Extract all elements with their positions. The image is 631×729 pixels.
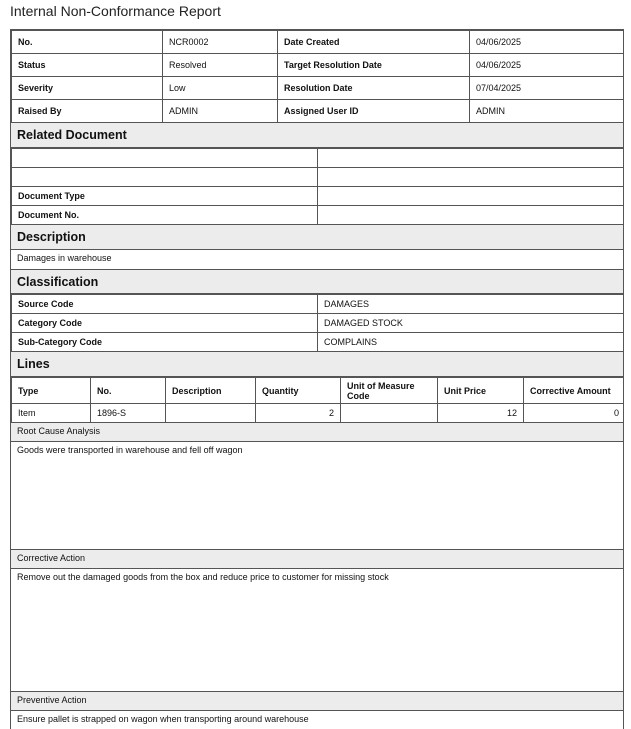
- raised-by-value: ADMIN: [163, 100, 278, 123]
- no-label: No.: [12, 31, 163, 54]
- no-value: NCR0002: [163, 31, 278, 54]
- document-type-label: Document Type: [12, 187, 318, 206]
- target-resolution-date-value: 04/06/2025: [470, 54, 625, 77]
- header-table: [11, 30, 624, 123]
- status-label: Status: [12, 54, 163, 77]
- category-code-value: DAMAGED STOCK: [318, 314, 625, 333]
- resolution-date-value: 07/04/2025: [470, 77, 625, 100]
- assigned-user-label: Assigned User ID: [278, 100, 470, 123]
- classification-heading: Classification: [11, 270, 623, 294]
- source-code-value: DAMAGES: [318, 295, 625, 314]
- header-row-no: [12, 31, 625, 54]
- document-no-value: [318, 206, 625, 225]
- raised-by-label: Raised By: [12, 100, 163, 123]
- source-code-label: Source Code: [12, 295, 318, 314]
- line-corrective-amount: 0: [524, 404, 625, 423]
- sub-category-code-label: Sub-Category Code: [12, 333, 318, 352]
- severity-label: Severity: [12, 77, 163, 100]
- related-empty-cell: [12, 149, 318, 168]
- classification-table: [11, 294, 624, 352]
- assigned-user-value: ADMIN: [470, 100, 625, 123]
- target-resolution-date-label: Target Resolution Date: [278, 54, 470, 77]
- line-quantity: 2: [256, 404, 341, 423]
- col-corrective-amount: Corrective Amount: [524, 378, 625, 404]
- category-code-label: Category Code: [12, 314, 318, 333]
- col-unit-price: Unit Price: [438, 378, 524, 404]
- related-document-table: [11, 148, 624, 225]
- line-description: [166, 404, 256, 423]
- date-created-label: Date Created: [278, 31, 470, 54]
- related-empty-cell: [318, 149, 625, 168]
- corrective-action-text: Remove out the damaged goods from the box and reduce price to customer for missing stock: [11, 569, 623, 692]
- header-row-severity: [12, 77, 625, 100]
- lines-table: [11, 377, 624, 423]
- line-unit-price: 12: [438, 404, 524, 423]
- header-row-status: [12, 54, 625, 77]
- description-text: Damages in warehouse: [11, 250, 623, 270]
- root-cause-text: Goods were transported in warehouse and fell off wagon: [11, 442, 623, 550]
- related-document-heading: Related Document: [11, 123, 623, 148]
- col-uom: Unit of Measure Code: [341, 378, 438, 404]
- report-title: Internal Non-Conformance Report: [10, 3, 221, 19]
- preventive-action-text: Ensure pallet is strapped on wagon when transporting around warehouse: [17, 714, 309, 724]
- col-type: Type: [12, 378, 91, 404]
- col-no: No.: [91, 378, 166, 404]
- document-no-label: Document No.: [12, 206, 318, 225]
- line-no: 1896-S: [91, 404, 166, 423]
- date-created-value: 04/06/2025: [470, 31, 625, 54]
- preventive-action-label: Preventive Action: [11, 692, 623, 711]
- lines-header-row: [12, 378, 625, 404]
- col-description: Description: [166, 378, 256, 404]
- severity-value: Low: [163, 77, 278, 100]
- sub-category-code-value: COMPLAINS: [318, 333, 625, 352]
- description-heading: Description: [11, 225, 623, 250]
- related-empty-cell: [12, 168, 318, 187]
- header-row-raised-by: [12, 100, 625, 123]
- root-cause-label: Root Cause Analysis: [11, 423, 623, 442]
- line-type: Item: [12, 404, 91, 423]
- corrective-action-label: Corrective Action: [11, 550, 623, 569]
- report-frame: [10, 29, 624, 729]
- resolution-date-label: Resolution Date: [278, 77, 470, 100]
- related-empty-cell: [318, 168, 625, 187]
- lines-heading: Lines: [11, 352, 623, 377]
- document-type-value: [318, 187, 625, 206]
- line-uom: [341, 404, 438, 423]
- table-row: [12, 404, 625, 423]
- col-quantity: Quantity: [256, 378, 341, 404]
- status-value: Resolved: [163, 54, 278, 77]
